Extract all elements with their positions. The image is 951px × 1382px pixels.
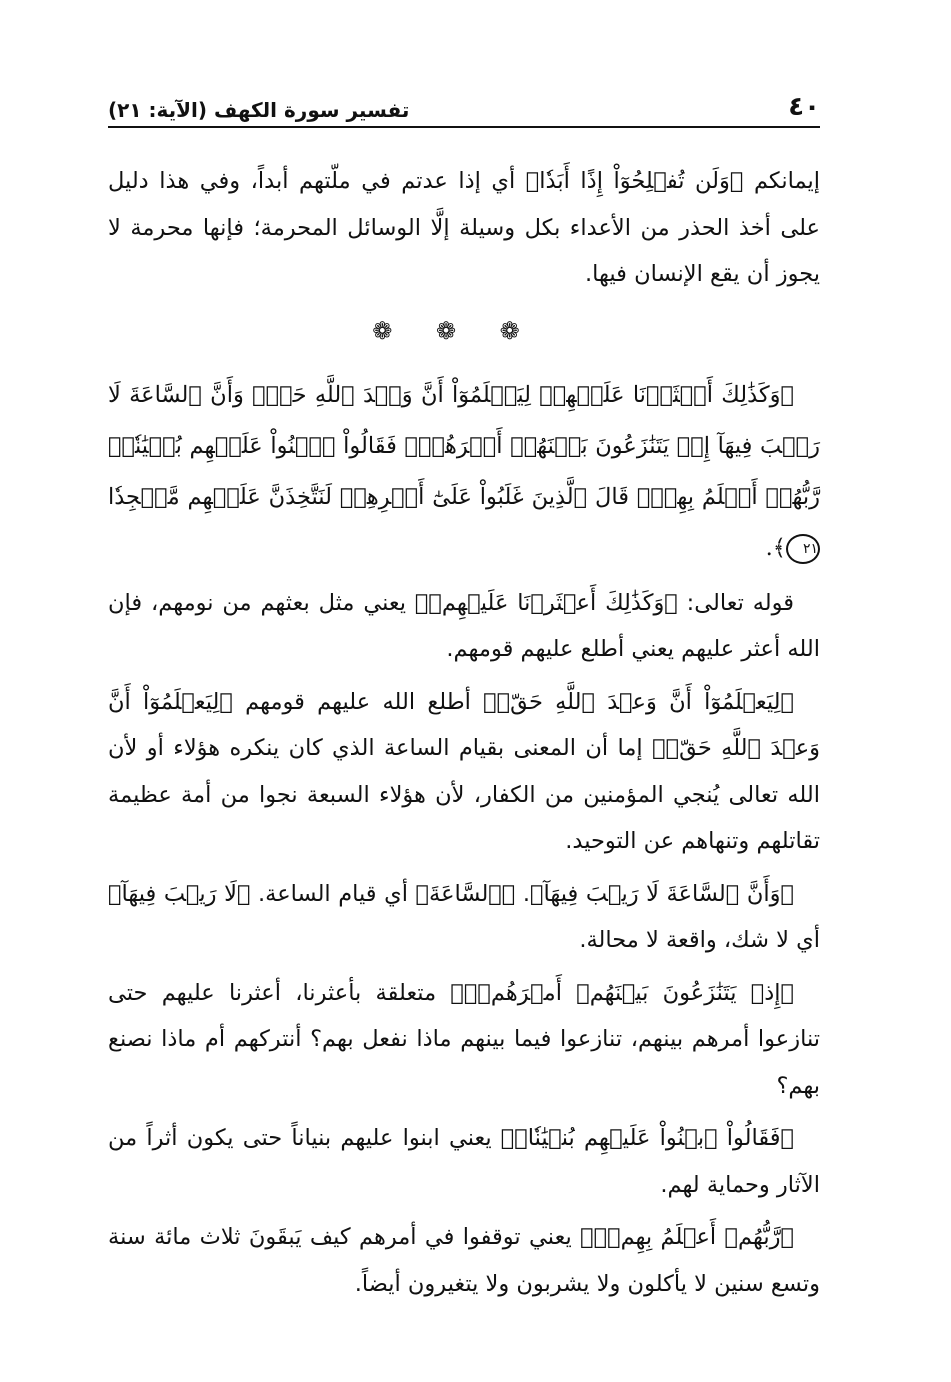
paragraph-explanation-5: ﴿فَقَالُواْ ٱبۡنُواْ عَلَيۡهِم بُنۡيَٰنٗاۖ﴾ يعني ابنوا عليهم بنياناً حتى يكون أثراً من الآثار وحماية لهم. xyxy=(108,1125,820,1198)
paragraph-explanation-1: قوله تعالى: ﴿وَكَذَٰلِكَ أَعۡثَرۡنَا عَلَيۡهِمۡ﴾ يعني مثل بعثهم من نومهم، فإن الله أعثر عليهم يعني أطلع عليهم قومهم. xyxy=(108,589,820,662)
paragraph-explanation-2: ﴿لِيَعۡلَمُوٓاْ أَنَّ وَعۡدَ ٱللَّهِ حَقّٞ﴾ أطلع الله عليهم قومهم ﴿لِيَعۡلَمُوٓاْ أَنَّ وَعۡدَ ٱللَّهِ حَقّٞ﴾ إما أن المعنى بقيام الساعة الذي كان ينكره هؤلاء أو لأن الله تعالى يُنجي المؤمنين من الكفار، لأن هؤلاء السبعة نجوا من أمة عظيمة تقاتلهم وتنهاهم عن التوحيد. xyxy=(108,688,820,854)
page-number: ٤٠ xyxy=(788,92,820,122)
paragraph-explanation-6: ﴿رَّبُّهُمۡ أَعۡلَمُ بِهِمۡۚ﴾ يعني توقفوا في أمرهم كيف يَبقَونَ ثلاث مائة سنة وتسع سنين لا يأكلون ولا يشربون ولا يتغيرون أيضاً. xyxy=(108,1224,820,1297)
verse-end: ﴾. xyxy=(765,534,786,561)
page-header xyxy=(108,86,820,128)
verse-number-marker: ٢١ xyxy=(786,534,820,564)
page-body xyxy=(108,158,820,1307)
paragraph-continuation: إيمانكم ﴿وَلَن تُفۡلِحُوٓاْ إِذًا أَبَدٗا﴾ أي إذا عدتم في ملّتهم أبداً، وفي هذا دليل على أخذ الحذر من الأعداء بكل وسيلة إلَّا الوسائل المحرمة؛ فإنها محرمة لا يجوز أن يقع الإنسان فيها. xyxy=(108,168,820,287)
paragraph-explanation-3: ﴿وَأَنَّ ٱلسَّاعَةَ لَا رَيۡبَ فِيهَآ﴾. ﴿ٱلسَّاعَةَ﴾ أي قيام الساعة. ﴿لَا رَيۡبَ فِيهَآ﴾ أي لا شك، واقعة لا محالة. xyxy=(108,880,820,953)
paragraph-explanation-4: ﴿إِذۡ يَتَنَٰزَعُونَ بَيۡنَهُمۡ أَمۡرَهُمۡۖ﴾ متعلقة بأعثرنا، أعثرنا عليهم حتى تنازعوا أمرهم بينهم، تنازعوا فيما بينهم ماذا نفعل بهم؟ أنتركهم أم ماذا نصنع بهم؟ xyxy=(108,979,820,1099)
section-separator: ❁ ❁ ❁ xyxy=(372,316,538,345)
quran-verse xyxy=(108,370,820,574)
running-title: تفسير سورة الكهف (الآية: ٢١) xyxy=(108,98,410,122)
verse-text: ﴿وَكَذَٰلِكَ أَعۡثَرۡنَا عَلَيۡهِمۡ لِيَعۡلَمُوٓاْ أَنَّ وَعۡدَ ٱللَّهِ حَقّٞ وَأَنَّ ٱلسَّاعَةَ لَا رَيۡبَ فِيهَآ إِذۡ يَتَنَٰزَعُونَ بَيۡنَهُمۡ أَمۡرَهُمۡۖ فَقَالُواْ ٱبۡنُواْ عَلَيۡهِم بُنۡيَٰنٗاۖ رَّبُّهُمۡ أَعۡلَمُ بِهِمۡۚ قَالَ ٱلَّذِينَ غَلَبُواْ عَلَىٰٓ أَمۡرِهِمۡ لَنَتَّخِذَنَّ عَلَيۡهِم مَّسۡجِدٗا xyxy=(108,381,820,510)
